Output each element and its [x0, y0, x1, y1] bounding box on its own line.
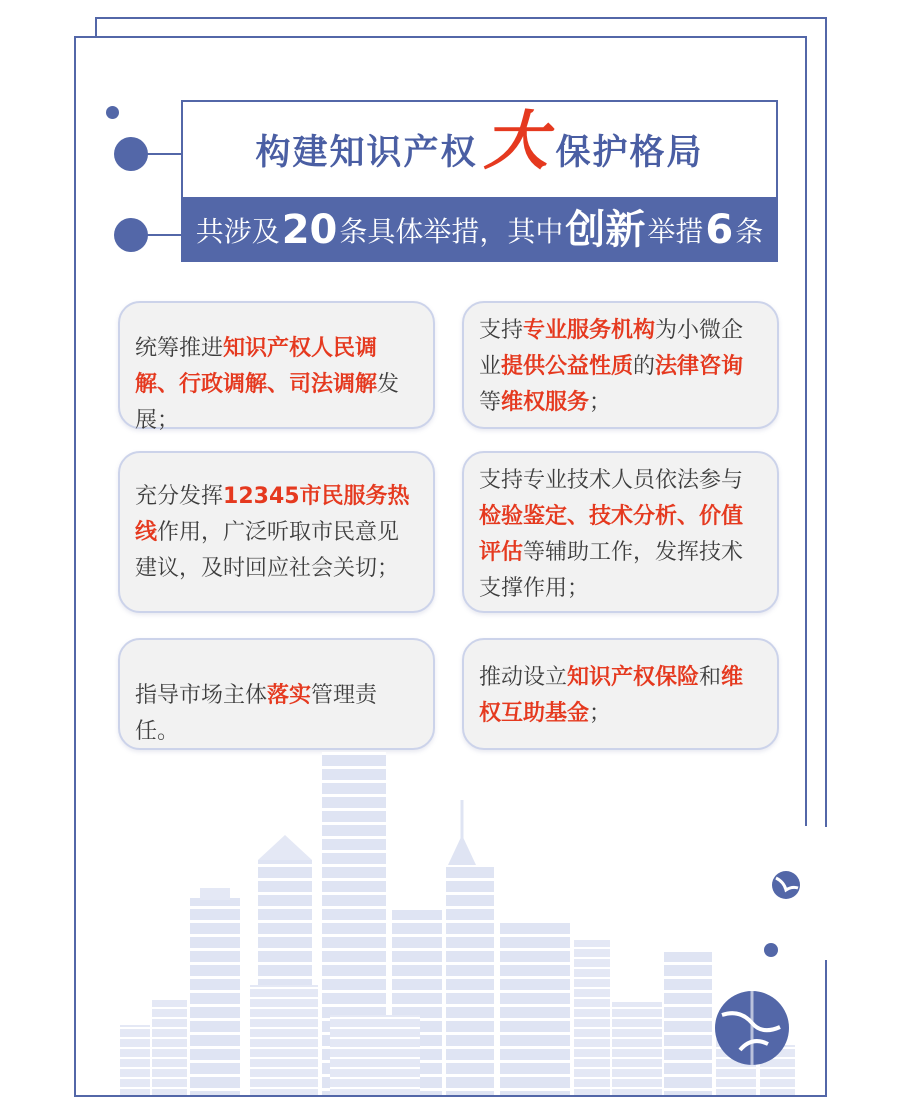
title-part-2: 保护格局 [555, 132, 704, 173]
highlight-text: 维权服务 [501, 390, 590, 415]
subtitle-emphasis: 创新 [565, 206, 646, 253]
subtitle-text-4: 条 [735, 214, 764, 248]
buildings [120, 752, 795, 1095]
body-text: 支持专业技术人员依法参与 [479, 468, 744, 493]
body-text: 推动设立 [479, 665, 568, 690]
body-text: 统筹推进 [135, 336, 224, 361]
body-text: 等辅助工作，发挥技术支撑作用； [479, 540, 744, 601]
body-text: 等 [479, 390, 502, 415]
title-part-1: 构建知识产权 [255, 132, 478, 173]
body-text: 为小微企业 [479, 318, 744, 379]
subtitle-text-3: 举措 [647, 214, 704, 248]
body-text: 和 [699, 665, 722, 690]
highlight-text: 提供公益性质 [501, 354, 634, 379]
body-text: 指导市场主体 [135, 683, 268, 708]
body-text: 作用，广泛听取市民意见建议，及时回应社会关切； [135, 520, 400, 581]
subtitle-number-20: 20 [281, 206, 338, 253]
body-text: 支持 [479, 318, 524, 343]
highlight-text: 知识产权保险 [567, 665, 700, 690]
highlight-text: 检验鉴定、技术分析、价值评估 [479, 504, 744, 565]
body-text: 管理责任。 [135, 683, 378, 744]
subtitle-text-1: 共涉及 [195, 214, 280, 248]
highlight-text: 法律咨询 [655, 354, 744, 379]
subtitle-text-2: 条具体举措，其中 [339, 214, 564, 248]
title-big-char: 大 [483, 104, 550, 179]
highlight-text: 落实 [267, 683, 312, 708]
body-text: 充分发挥 [135, 484, 224, 509]
highlight-text: 维权互助基金 [479, 665, 744, 726]
globe-icon [715, 871, 800, 1065]
body-text: 的 [633, 354, 656, 379]
body-text: ； [589, 390, 612, 415]
body-text: ； [589, 701, 612, 726]
highlight-text: 专业服务机构 [523, 318, 656, 343]
highlight-text: 知识产权人民调解、行政调解、司法调解 [135, 336, 378, 397]
body-text: 发展； [135, 372, 400, 433]
highlight-text: 12345市民服务热线 [135, 484, 410, 545]
subtitle-number-6: 6 [705, 206, 734, 253]
